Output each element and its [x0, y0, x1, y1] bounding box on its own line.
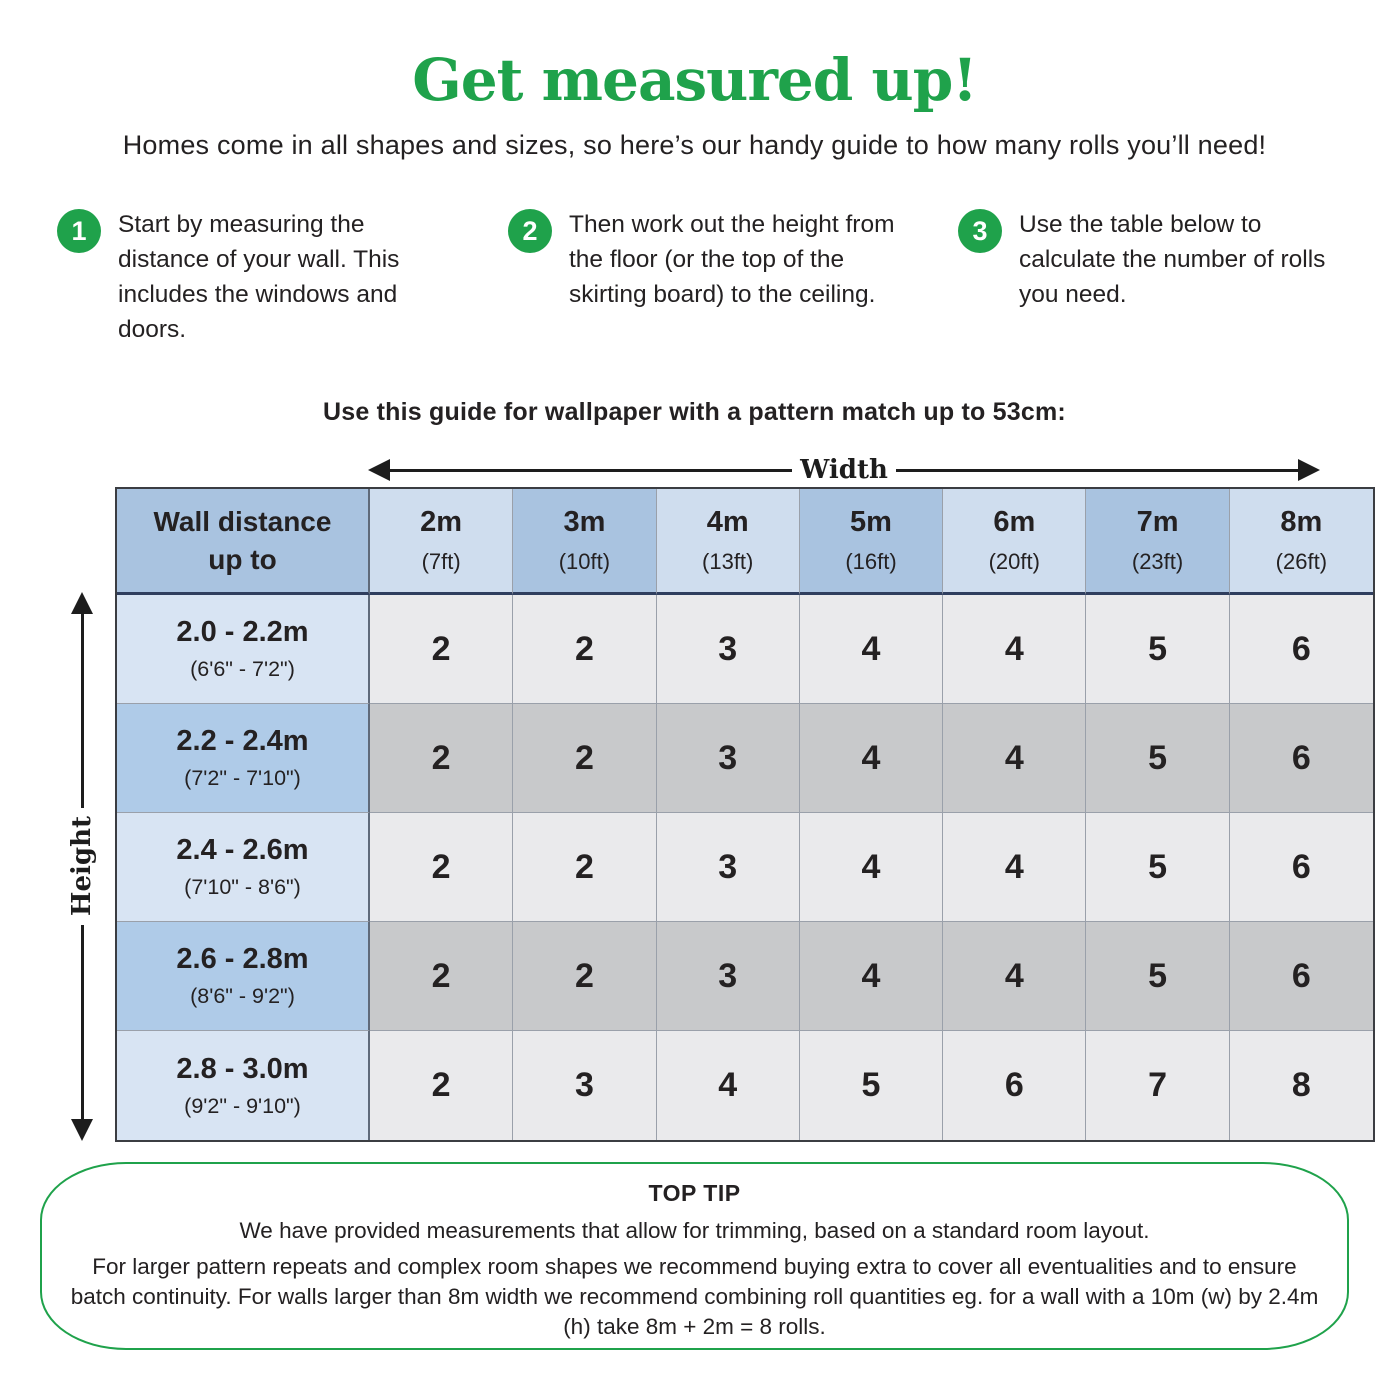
roll-count-cell [1230, 1031, 1373, 1140]
roll-count: 5 [1148, 738, 1168, 777]
arrow-line [81, 614, 84, 808]
roll-count-cell [1086, 1031, 1229, 1140]
top-tip-line1: We have provided measurements that allow for trimming, based on a standard room layout. [239, 1218, 1150, 1243]
top-tip-line2: For larger pattern repeats and complex room shapes we recommend buying extra to cover all eventualities and to ensure batch continuity. For walls larger than 8m width we recommend combining roll quantities eg. for a wall with a 10m (w) by 2.4m (h) take 8m + 2m = 8 rolls. [70, 1254, 1319, 1339]
column-header-sub: (10ft) [558, 549, 611, 574]
arrow-line [390, 469, 792, 472]
roll-count: 4 [1004, 738, 1024, 777]
roll-count: 4 [861, 629, 881, 668]
roll-count: 8 [1291, 1066, 1311, 1104]
roll-count-cell [1086, 595, 1229, 704]
roll-count-cell [657, 922, 800, 1031]
row-range: 2.0 - 2.2m [176, 616, 309, 648]
roll-count-cell [513, 595, 656, 704]
roll-count: 3 [718, 738, 738, 777]
roll-count: 3 [718, 629, 738, 668]
roll-count: 5 [861, 1066, 881, 1104]
column-header-2m [370, 489, 513, 595]
row-range: 2.8 - 3.0m [176, 1052, 309, 1085]
row-range: 2.6 - 2.8m [176, 943, 309, 975]
roll-count: 6 [1291, 956, 1311, 995]
roll-count: 2 [574, 847, 594, 886]
roll-count-cell [1086, 704, 1229, 813]
column-header-3m [513, 489, 656, 595]
column-header-7m [1086, 489, 1229, 595]
row-header-2.2-2.4m [117, 704, 370, 813]
column-header-main: 4m [706, 506, 749, 538]
column-header-sub: (16ft) [845, 549, 897, 574]
step-1-text: Start by measuring the distance of your wall. This includes the windows and doors. [118, 211, 400, 343]
roll-count-cell [800, 1031, 943, 1140]
roll-count: 2 [574, 956, 594, 995]
width-axis-label: Width [800, 455, 888, 485]
roll-count: 6 [1004, 1066, 1024, 1104]
row-imperial: (7'10" - 8'6") [184, 875, 301, 899]
roll-count: 4 [861, 956, 881, 995]
top-tip-heading: TOP TIP [648, 1180, 741, 1206]
roll-count: 6 [1291, 738, 1311, 777]
column-header-6m [943, 489, 1086, 595]
roll-count: 2 [431, 847, 451, 886]
row-imperial: (9'2" - 9'10") [184, 1093, 301, 1118]
roll-count-cell [1230, 813, 1373, 922]
roll-count-cell [513, 1031, 656, 1140]
width-axis-arrow [368, 453, 1320, 487]
page-subtitle: Homes come in all shapes and sizes, so here’s our handy guide to how many rolls you’ll need! [122, 130, 1267, 160]
row-header-2.8-3.0m [117, 1031, 370, 1140]
corner-header-line2: up to [208, 543, 277, 575]
roll-count: 6 [1291, 629, 1311, 668]
roll-count-cell [657, 704, 800, 813]
roll-count: 6 [1291, 847, 1311, 886]
row-imperial: (6'6" - 7'2") [190, 657, 295, 681]
roll-count: 4 [861, 738, 881, 777]
arrow-line [896, 469, 1298, 472]
column-header-5m [800, 489, 943, 595]
step-3 [958, 207, 1333, 312]
roll-count: 5 [1148, 847, 1168, 886]
rolls-table [115, 487, 1375, 1142]
column-header-main: 5m [850, 506, 892, 538]
roll-count-cell [943, 813, 1086, 922]
column-header-sub: (20ft) [988, 549, 1040, 574]
step-2 [508, 207, 913, 312]
roll-count: 2 [431, 738, 451, 777]
roll-count-cell [943, 1031, 1086, 1140]
roll-count-cell [1230, 922, 1373, 1031]
roll-count-cell [370, 922, 513, 1031]
roll-count: 2 [574, 738, 594, 777]
roll-count: 4 [861, 847, 881, 886]
arrow-down-icon [71, 1119, 93, 1141]
row-range: 2.4 - 2.6m [176, 834, 309, 866]
roll-count-cell [800, 704, 943, 813]
roll-count-cell [657, 595, 800, 704]
guide-heading: Use this guide for wallpaper with a pattern match up to 53cm: [323, 398, 1066, 426]
row-header-2.6-2.8m [117, 922, 370, 1031]
row-imperial: (8'6" - 9'2") [190, 984, 295, 1008]
roll-count-cell [1086, 813, 1229, 922]
step-1 [57, 207, 457, 347]
corner-header-line1: Wall distance [153, 505, 332, 537]
corner-header-wall-distance [117, 489, 370, 595]
roll-count: 7 [1148, 1066, 1168, 1104]
step-2-text: Then work out the height from the floor (or the top of the skirting board) to the ceiling. [569, 211, 895, 308]
roll-count-cell [370, 813, 513, 922]
roll-count-cell [1230, 595, 1373, 704]
column-header-sub: (26ft) [1275, 549, 1328, 574]
roll-count-cell [657, 1031, 800, 1140]
roll-count: 4 [1004, 629, 1024, 668]
step-3-number-badge [958, 209, 1002, 253]
column-header-main: 8m [1280, 506, 1323, 538]
column-header-8m [1230, 489, 1373, 595]
arrow-left-icon [368, 459, 390, 481]
column-header-sub: (13ft) [702, 549, 754, 574]
step-2-number: 2 [522, 215, 538, 246]
column-header-sub: (7ft) [421, 549, 461, 574]
roll-count: 5 [1148, 956, 1168, 995]
roll-count-cell [943, 704, 1086, 813]
roll-count-cell [513, 704, 656, 813]
column-header-4m [657, 489, 800, 595]
roll-count-cell [370, 595, 513, 704]
step-1-number-badge [57, 209, 101, 253]
arrow-up-icon [71, 592, 93, 614]
roll-count: 2 [431, 629, 451, 668]
roll-count: 2 [431, 956, 451, 995]
row-header-2.0-2.2m [117, 595, 370, 704]
column-header-main: 7m [1136, 506, 1179, 538]
roll-count-cell [513, 922, 656, 1031]
roll-count-cell [800, 922, 943, 1031]
roll-count: 2 [574, 629, 594, 668]
top-tip-box [40, 1162, 1349, 1350]
roll-count-cell [1230, 704, 1373, 813]
roll-count: 3 [574, 1066, 594, 1104]
roll-count: 4 [718, 1066, 738, 1104]
height-axis-arrow [59, 592, 105, 1141]
roll-count-cell [1086, 922, 1229, 1031]
page-title: Get measured up! [412, 46, 977, 114]
step-2-number-badge [508, 209, 552, 253]
column-header-sub: (23ft) [1131, 549, 1184, 574]
arrow-right-icon [1298, 459, 1320, 481]
column-header-main: 2m [420, 506, 463, 538]
roll-count: 4 [1004, 847, 1024, 886]
arrow-line [81, 925, 84, 1119]
roll-count-cell [370, 704, 513, 813]
roll-count-cell [657, 813, 800, 922]
roll-count: 5 [1148, 629, 1168, 668]
step-3-text: Use the table below to calculate the number of rolls you need. [1019, 211, 1326, 308]
height-axis-label: Height [67, 816, 97, 917]
roll-count-cell [800, 813, 943, 922]
step-3-number: 3 [972, 215, 988, 246]
roll-count: 2 [431, 1066, 451, 1104]
row-header-2.4-2.6m [117, 813, 370, 922]
roll-count: 4 [1004, 956, 1024, 995]
row-imperial: (7'2" - 7'10") [184, 766, 301, 790]
roll-count-cell [513, 813, 656, 922]
roll-count-cell [943, 595, 1086, 704]
roll-count: 3 [718, 956, 738, 995]
column-header-main: 3m [563, 506, 606, 538]
roll-count-cell [370, 1031, 513, 1140]
roll-count: 3 [718, 847, 738, 886]
step-1-number: 1 [71, 215, 87, 246]
roll-count-cell [943, 922, 1086, 1031]
column-header-main: 6m [993, 506, 1036, 538]
roll-count-cell [800, 595, 943, 704]
row-range: 2.2 - 2.4m [176, 725, 309, 757]
